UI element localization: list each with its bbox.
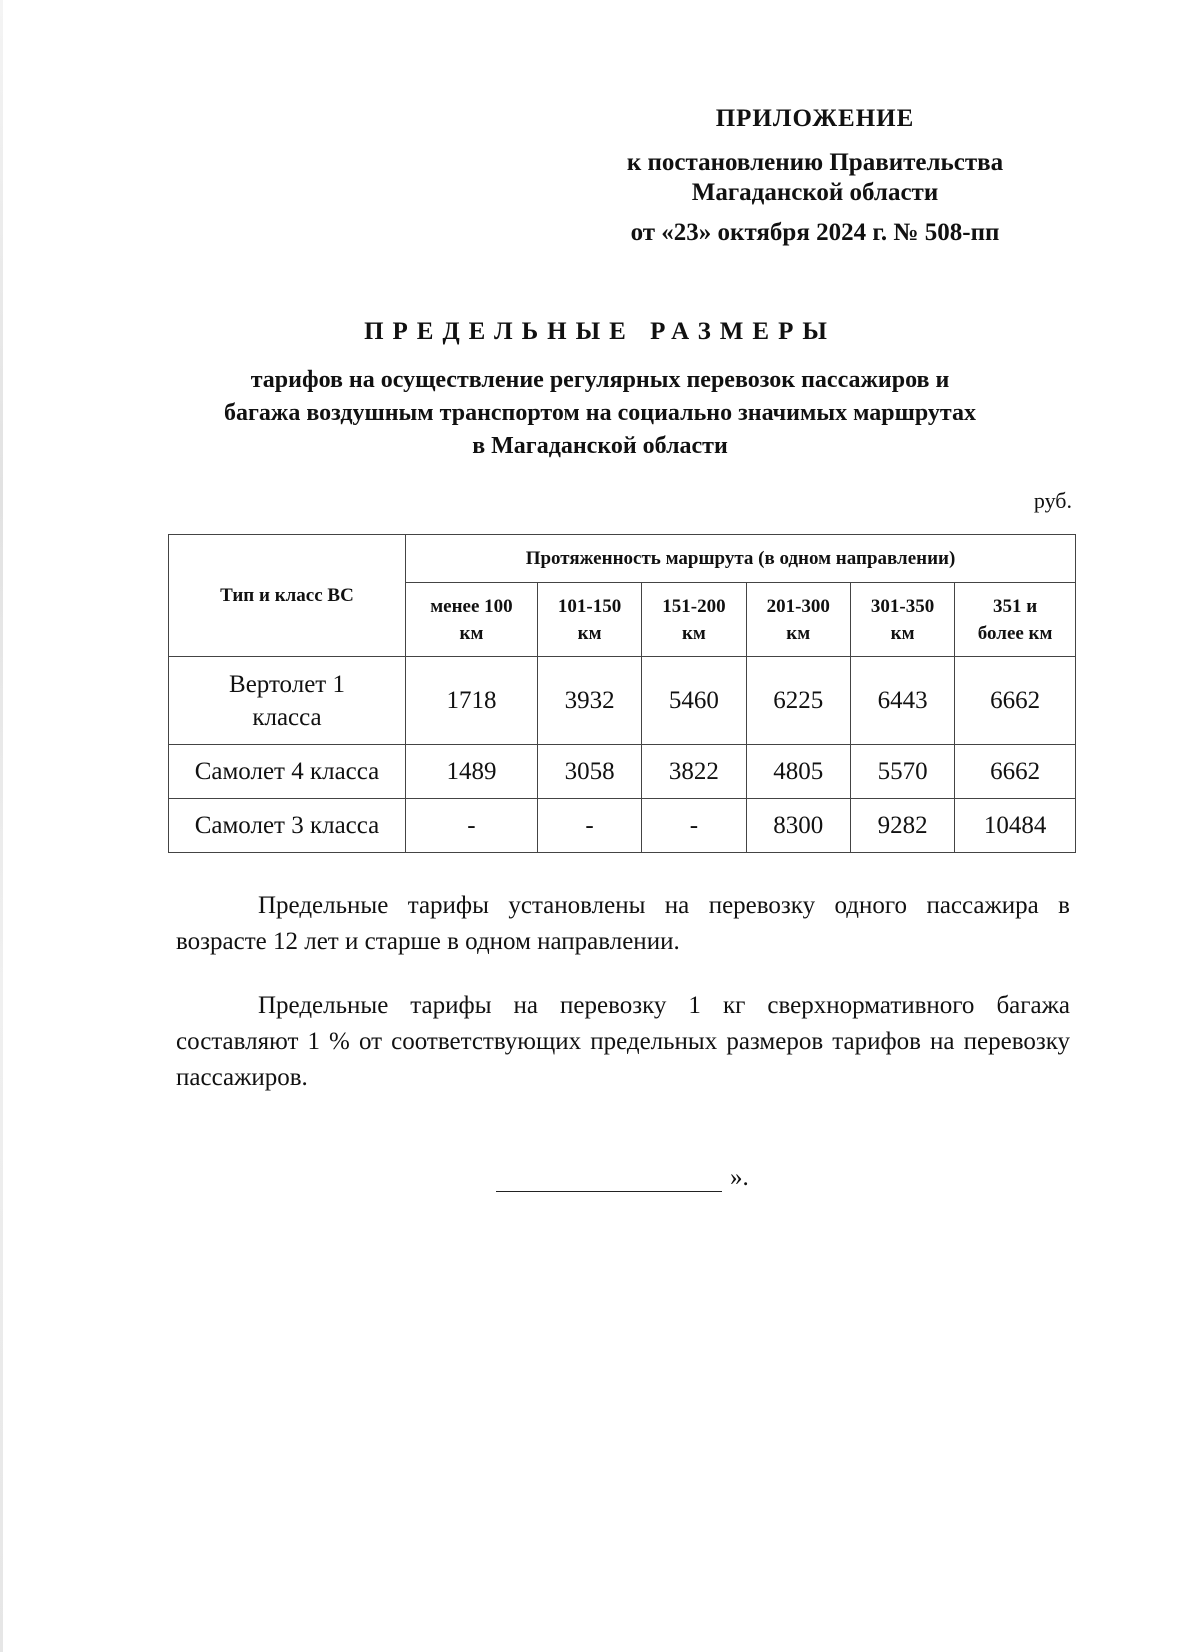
route-length-header: Протяженность маршрута (в одном направлении) — [406, 535, 1076, 583]
currency-unit: руб. — [1033, 488, 1072, 513]
aircraft-type-cell: Вертолет 1 класса — [169, 657, 406, 745]
range-header: 301-350 км — [850, 583, 954, 657]
scan-edge — [0, 0, 3, 1652]
tariff-cell: - — [642, 799, 746, 853]
tariff-cell: 4805 — [746, 745, 850, 799]
range-header: менее 100 км — [406, 583, 538, 657]
closing-quote: ». — [730, 1164, 749, 1191]
tariff-cell: 5570 — [850, 745, 954, 799]
tariff-cell: 6662 — [955, 657, 1076, 745]
tariff-cell: 1718 — [406, 657, 538, 745]
table-row — [169, 799, 1076, 853]
tariff-cell: - — [406, 799, 538, 853]
tariff-cell: 8300 — [746, 799, 850, 853]
range-header: 351 и более км — [955, 583, 1076, 657]
document-subtitle — [130, 364, 1070, 463]
closing-underline — [496, 1167, 722, 1192]
appendix-header — [560, 104, 1070, 248]
table-row — [169, 745, 1076, 799]
appendix-line-1: к постановлению Правительства — [626, 149, 1004, 176]
tariff-cell: - — [537, 799, 641, 853]
range-header: 101-150 км — [537, 583, 641, 657]
note-paragraph-age: Предельные тарифы установлены на перевозку одного пассажира в возрасте 12 лет и старше в одном направлении. — [176, 892, 1070, 955]
subtitle-line-1: тарифов на осуществление регулярных перевозок пассажиров и — [250, 367, 950, 393]
closing-mark — [496, 1164, 749, 1192]
tariff-cell: 1489 — [406, 745, 538, 799]
table-row — [169, 657, 1076, 745]
appendix-line-2: Магаданской области — [691, 179, 939, 206]
table-header-row — [169, 535, 1076, 583]
appendix-title: ПРИЛОЖЕНИЕ — [715, 105, 915, 132]
tariff-cell: 3932 — [537, 657, 641, 745]
tariff-cell: 6225 — [746, 657, 850, 745]
tariff-cell: 5460 — [642, 657, 746, 745]
aircraft-type-cell: Самолет 4 класса — [169, 745, 406, 799]
tariff-cell: 9282 — [850, 799, 954, 853]
document-title: ПРЕДЕЛЬНЫЕ РАЗМЕРЫ — [364, 318, 836, 345]
tariff-cell: 3058 — [537, 745, 641, 799]
range-header: 151-200 км — [642, 583, 746, 657]
range-header: 201-300 км — [746, 583, 850, 657]
tariff-cell: 3822 — [642, 745, 746, 799]
aircraft-type-header: Тип и класс ВС — [169, 535, 406, 657]
subtitle-line-3: в Магаданской области — [472, 433, 728, 459]
tariff-cell: 10484 — [955, 799, 1076, 853]
tariff-cell: 6662 — [955, 745, 1076, 799]
subtitle-line-2: багажа воздушным транспортом на социально значимых маршрутах — [224, 400, 976, 426]
note-paragraph-baggage: Предельные тарифы на перевозку 1 кг сверхнормативного багажа составляют 1 % от соответствующих предельных размеров тарифов на перевозку пассажиров. — [176, 992, 1070, 1091]
appendix-date: от «23» октября 2024 г. № 508-пп — [630, 219, 1000, 246]
aircraft-type-cell: Самолет 3 класса — [169, 799, 406, 853]
tariff-cell: 6443 — [850, 657, 954, 745]
tariff-table — [168, 534, 1076, 853]
